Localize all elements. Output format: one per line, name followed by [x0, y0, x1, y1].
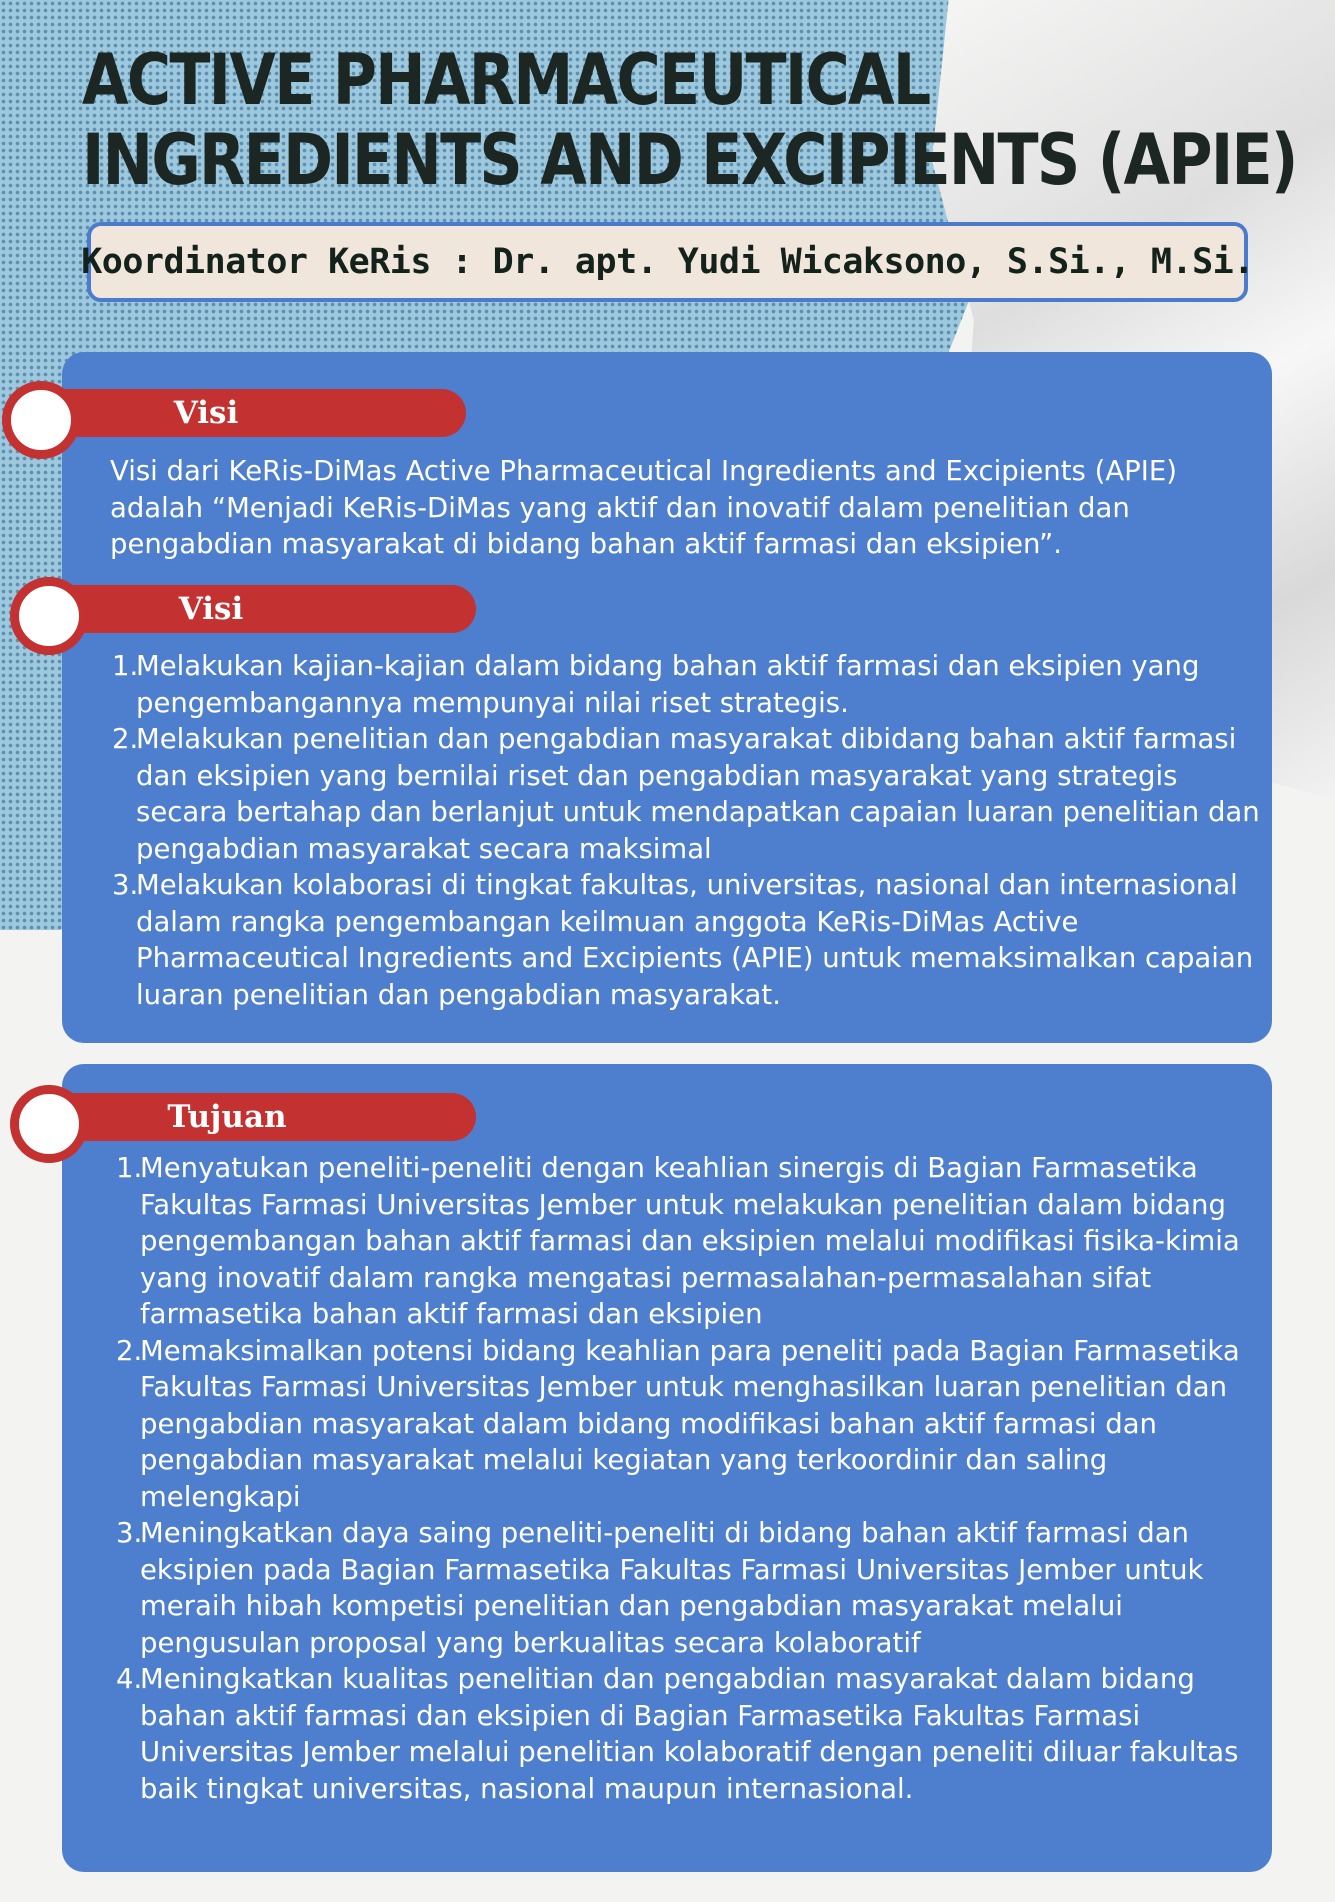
tujuan-bullet-circle — [10, 1085, 88, 1163]
visi-heading-tab — [38, 389, 466, 437]
list-number: 1. — [116, 1152, 143, 1184]
list-number: 2. — [116, 1334, 143, 1367]
misi-list — [112, 648, 1262, 1013]
list-item-text: Melakukan penelitian dan pengabdian masyarakat dibidang bahan aktif farmasi dan eksipien yang bernilai riset dan pengabdian masyarakat yang strategis secara bertahap dan berlanjut untuk mendapatkan capaian luaran penelitian dan pengabdian masyarakat secara maksimal — [136, 723, 1260, 865]
list-item-text: Melakukan kajian-kajian dalam bidang bahan aktif farmasi dan eksipien yang pengembangannya mempunyai nilai riset strategis. — [136, 650, 1200, 719]
list-item — [116, 1661, 1262, 1807]
page-title — [82, 39, 1297, 201]
title-line-1: ACTIVE PHARMACEUTICAL — [82, 39, 930, 121]
list-number: 3. — [116, 1517, 143, 1549]
list-number: 2. — [112, 723, 139, 755]
list-number: 4. — [116, 1663, 143, 1695]
coordinator-text: Koordinator KeRis : Dr. apt. Yudi Wicaksono, S.Si., M.Si. — [81, 242, 1254, 282]
list-item — [112, 721, 1262, 867]
list-number: 1. — [112, 650, 139, 682]
tujuan-heading: Tujuan — [167, 1099, 287, 1135]
visi-bullet-circle — [2, 381, 80, 459]
tujuan-heading-tab — [46, 1093, 476, 1141]
visi-text: Visi dari KeRis-DiMas Active Pharmaceutical Ingredients and Excipients (APIE) adalah “Menjadi KeRis-DiMas yang aktif dan inovatif dalam penelitian dan pengabdian masyarakat di bidang bahan aktif farmasi dan eksipien”. — [110, 455, 1177, 560]
list-item — [112, 648, 1262, 721]
list-item-text: Memaksimalkan potensi bidang keahlian para peneliti pada Bagian Farmasetika Fakultas Farmasi Universitas Jember untuk menghasilkan luaran penelitian dan pengabdian masyarakat dalam bidang modifikasi bahan aktif farmasi dan pengabdian masyarakat melalui kegiatan yang terkoordinir dan saling melengkapi — [140, 1334, 1240, 1513]
misi-heading: Visi — [178, 591, 244, 627]
misi-bullet-circle — [10, 577, 88, 655]
list-item — [112, 867, 1262, 1013]
misi-heading-tab — [46, 585, 476, 633]
list-item-text: Meningkatkan daya saing peneliti-peneliti di bidang bahan aktif farmasi dan eksipien pada Bagian Farmasetika Fakultas Farmasi Universitas Jember untuk meraih hibah kompetisi penelitian dan pengabdian masyarakat melalui pengusulan proposal yang berkualitas secara kolaboratif — [140, 1517, 1204, 1659]
list-item — [116, 1515, 1262, 1661]
list-item — [116, 1333, 1262, 1516]
list-item-text: Meningkatkan kualitas penelitian dan pengabdian masyarakat dalam bidang bahan aktif farmasi dan eksipien di Bagian Farmasetika Fakultas Farmasi Universitas Jember melalui penelitian kolaboratif dengan peneliti diluar fakultas baik tingkat universitas, nasional maupun internasional. — [140, 1663, 1239, 1805]
list-item — [116, 1150, 1262, 1333]
list-number: 3. — [112, 869, 139, 901]
tujuan-list — [116, 1150, 1262, 1807]
title-line-2: INGREDIENTS AND EXCIPIENTS (APIE) — [82, 119, 1297, 201]
coordinator-box — [81, 222, 1254, 302]
visi-heading: Visi — [173, 395, 239, 431]
list-item-text: Menyatukan peneliti-peneliti dengan keahlian sinergis di Bagian Farmasetika Fakultas Farmasi Universitas Jember untuk melakukan penelitian dalam bidang pengembangan bahan aktif farmasi dan eksipien melalui modifikasi fisika-kimia yang inovatif dalam rangka mengatasi permasalahan-permasalahan sifat farmasetika bahan aktif farmasi dan eksipien — [140, 1152, 1240, 1330]
list-item-text: Melakukan kolaborasi di tingkat fakultas, universitas, nasional dan internasional dalam rangka pengembangan keilmuan anggota KeRis-DiMas Active Pharmaceutical Ingredients and Excipients (APIE) untuk memaksimalkan capaian luaran penelitian dan pengabdian masyarakat. — [136, 869, 1254, 1011]
